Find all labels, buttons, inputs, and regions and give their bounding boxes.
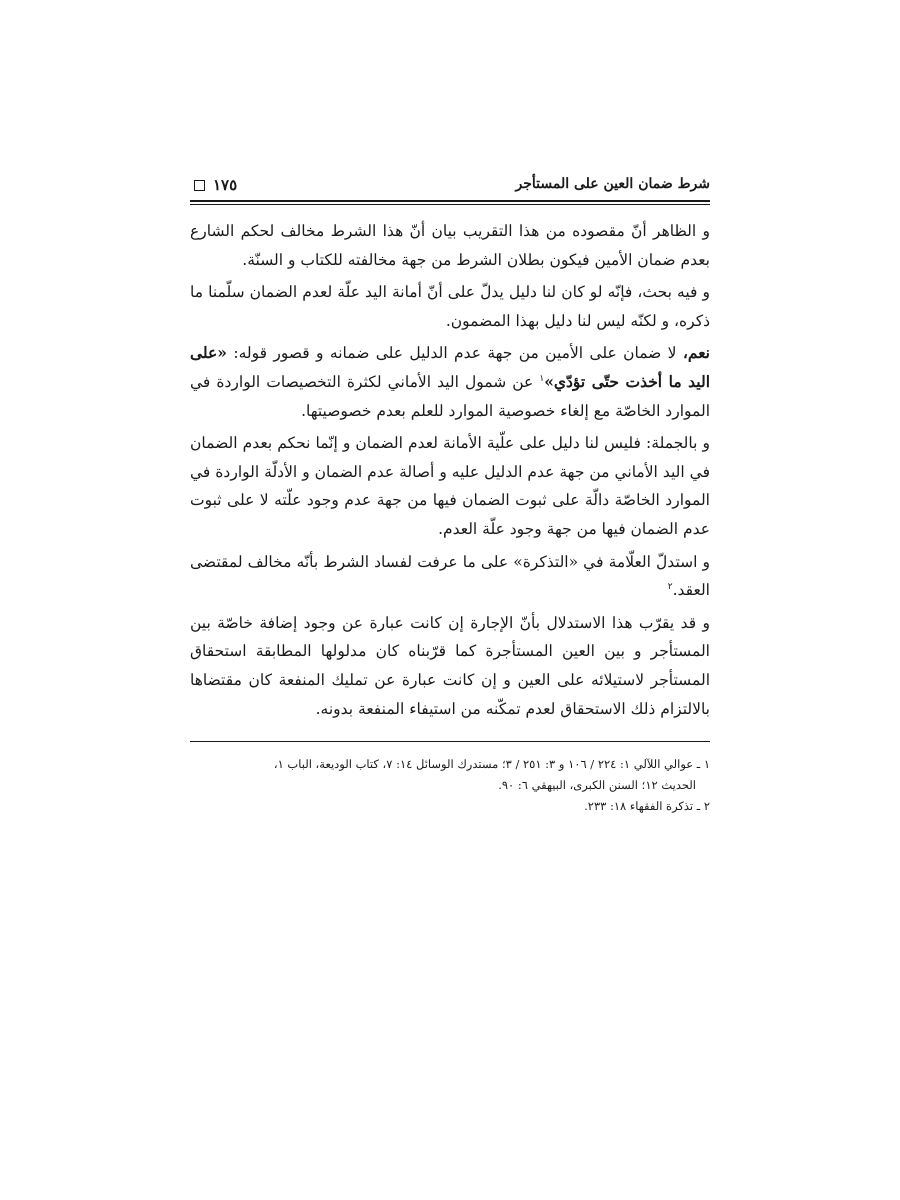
paragraph [190, 548, 710, 605]
bold-lead: نعم، [682, 343, 710, 363]
header-rule [190, 200, 710, 202]
footnote-ref[interactable]: ٢ [667, 581, 673, 592]
main-text [190, 217, 710, 723]
footnote-item: ٢ ـ تذكرة الفقهاء ١٨: ٢٣٣. [584, 799, 710, 814]
paragraph: و فيه بحث، فإنّه لو كان لنا دليل يدلّ على أنّ أمانة اليد علّة لعدم الضمان سلّمنا ما ذكره، و لكنّه ليس لنا دليل بهذا المضمون. [190, 283, 710, 330]
page-number: ١٧٥ [213, 176, 238, 194]
header-rule-thin [190, 204, 710, 205]
paragraph-text: لا ضمان على الأمين من جهة عدم الدليل على ضمانه و قصور قوله: [227, 344, 683, 363]
footnote-ref[interactable]: ١ [539, 373, 545, 384]
paragraph [190, 339, 710, 425]
running-title: شرط ضمان العين على المستأجر [515, 176, 710, 192]
page-header [190, 172, 710, 200]
footnote-item-continued: الحديث ١٢؛ السنن الكبرى، البيهقي ٦: ٩٠. [498, 778, 696, 793]
paragraph-text: عن شمول اليد الأماني لكثرة التخصيصات الواردة في الموارد الخاصّة مع إلغاء خصوصية الموارد للعلم بعدم خصوصيتها. [190, 372, 710, 420]
paragraph: و قد يقرّب هذا الاستدلال بأنّ الإجارة إن كانت عبارة عن وجود إضافة خاصّة بين المستأجر و بين العين المستأجرة كما قرّبناه كان مدلولها المطابقة استحقاق المستأجر لاستيلائه على العين و إن كانت عبارة عن تمليك المنفعة كان مقتضاها بالالتزام ذلك الاستحقاق لعدم تمكّنه من استيفاء المنفعة بدونه. [190, 613, 710, 718]
paragraph-text: و استدلّ العلّامة في «التذكرة» على ما عرفت لفساد الشرط بأنّه مخالف لمقتضى العقد. [190, 552, 710, 600]
paragraph: و الظاهر أنّ مقصوده من هذا التقريب بيان أنّ هذا الشرط مخالف لحكم الشارع بعدم ضمان الأمين فيكون بطلان الشرط من جهة مخالفته للكتاب و السنّة. [190, 222, 710, 269]
footnote-item: ١ ـ عوالي اللآلي ١: ٢٢٤ / ١٠٦ و ٣: ٢٥١ / ٣؛ مستدرك الوسائل ١٤: ٧، كتاب الوديعة، الباب ١، [273, 757, 710, 772]
hadith-quote: «على اليد ما أخذت حتّى تؤدّي» [190, 343, 711, 391]
footnote-separator [190, 741, 710, 742]
book-page [190, 172, 710, 817]
paragraph: و بالجملة: فليس لنا دليل على علّية الأمانة لعدم الضمان و إنّما نحكم بعدم الضمان في اليد الأماني من جهة عدم الدليل عليه و أصالة عدم الضمان و الأدلّة الواردة في الموارد الخاصّة دالّة على ثبوت الضمان فيها من جهة عدم وجود علّته لا على ثبوت عدم الضمان فيها من جهة وجود علّة العدم. [190, 434, 710, 538]
footnotes [190, 754, 710, 817]
square-icon [194, 180, 205, 191]
page-number-block [194, 176, 237, 194]
